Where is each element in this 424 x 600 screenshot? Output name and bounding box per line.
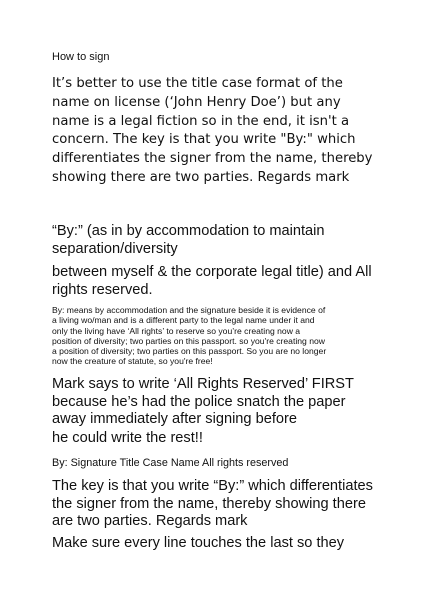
text-line: By: Signature Title Case Name All rights reserved bbox=[52, 457, 289, 469]
paragraph-by-means-explanation bbox=[52, 305, 394, 367]
text-line: away immediately after signing before bbox=[52, 411, 297, 427]
paragraph-key-by-differentiates bbox=[52, 478, 392, 531]
text-line: concern. The key is that you write "By:" which bbox=[52, 132, 356, 148]
text-line: name on license (‘John Henry Doe’) but any bbox=[52, 94, 341, 110]
text-line: he could write the rest!! bbox=[52, 430, 203, 446]
text-line: rights reserved. bbox=[52, 281, 153, 298]
text-line: the signer from the name, thereby showing there bbox=[52, 495, 366, 512]
text-line: a living wo/man and is a different party to the legal name under it and bbox=[52, 315, 315, 326]
text-line: because he’s had the police snatch the paper bbox=[52, 393, 346, 410]
text-line: a position of diversity; two parties on this passport. So you are no longer bbox=[52, 346, 327, 357]
text-line: It’s better to use the title case format of the bbox=[52, 76, 343, 91]
document-heading: How to sign bbox=[52, 51, 110, 63]
paragraph-by-accommodation bbox=[52, 223, 392, 258]
text-line: between myself & the corporate legal title) and All bbox=[52, 264, 372, 280]
paragraph-corporate-title bbox=[52, 264, 392, 299]
text-line: Mark says to write ‘All Rights Reserved’ FIRST bbox=[52, 376, 354, 392]
paragraph-title-case-advice bbox=[52, 75, 398, 188]
paragraph-lines-touch bbox=[52, 535, 392, 553]
paragraph-signature-format bbox=[52, 457, 392, 470]
paragraph-all-rights-first bbox=[52, 376, 392, 429]
paragraph-write-the-rest bbox=[52, 430, 392, 448]
text-line: position of diversity; two parties on this passport. so you're creating now bbox=[52, 335, 325, 346]
text-line: separation/diversity bbox=[52, 240, 178, 257]
text-line: Make sure every line touches the last so they bbox=[52, 535, 345, 551]
text-line: “By:” (as in by accommodation to maintain bbox=[52, 223, 325, 239]
text-line: showing there are two parties. Regards mark bbox=[52, 169, 350, 185]
text-line: The key is that you write “By:” which differentiates bbox=[52, 478, 373, 494]
text-line: differentiates the signer from the name, thereby bbox=[52, 151, 373, 167]
text-line: By: means by accommodation and the signature beside it is evidence of bbox=[52, 305, 326, 315]
text-line: are two parties. Regards mark bbox=[52, 513, 248, 529]
text-line: now the creature of statute, so you're free! bbox=[52, 356, 213, 367]
text-line: name is a legal fiction so in the end, it isn't a bbox=[52, 113, 350, 129]
text-line: only the living have ‘All rights’ to reserve so you’re creating now a bbox=[52, 325, 301, 336]
